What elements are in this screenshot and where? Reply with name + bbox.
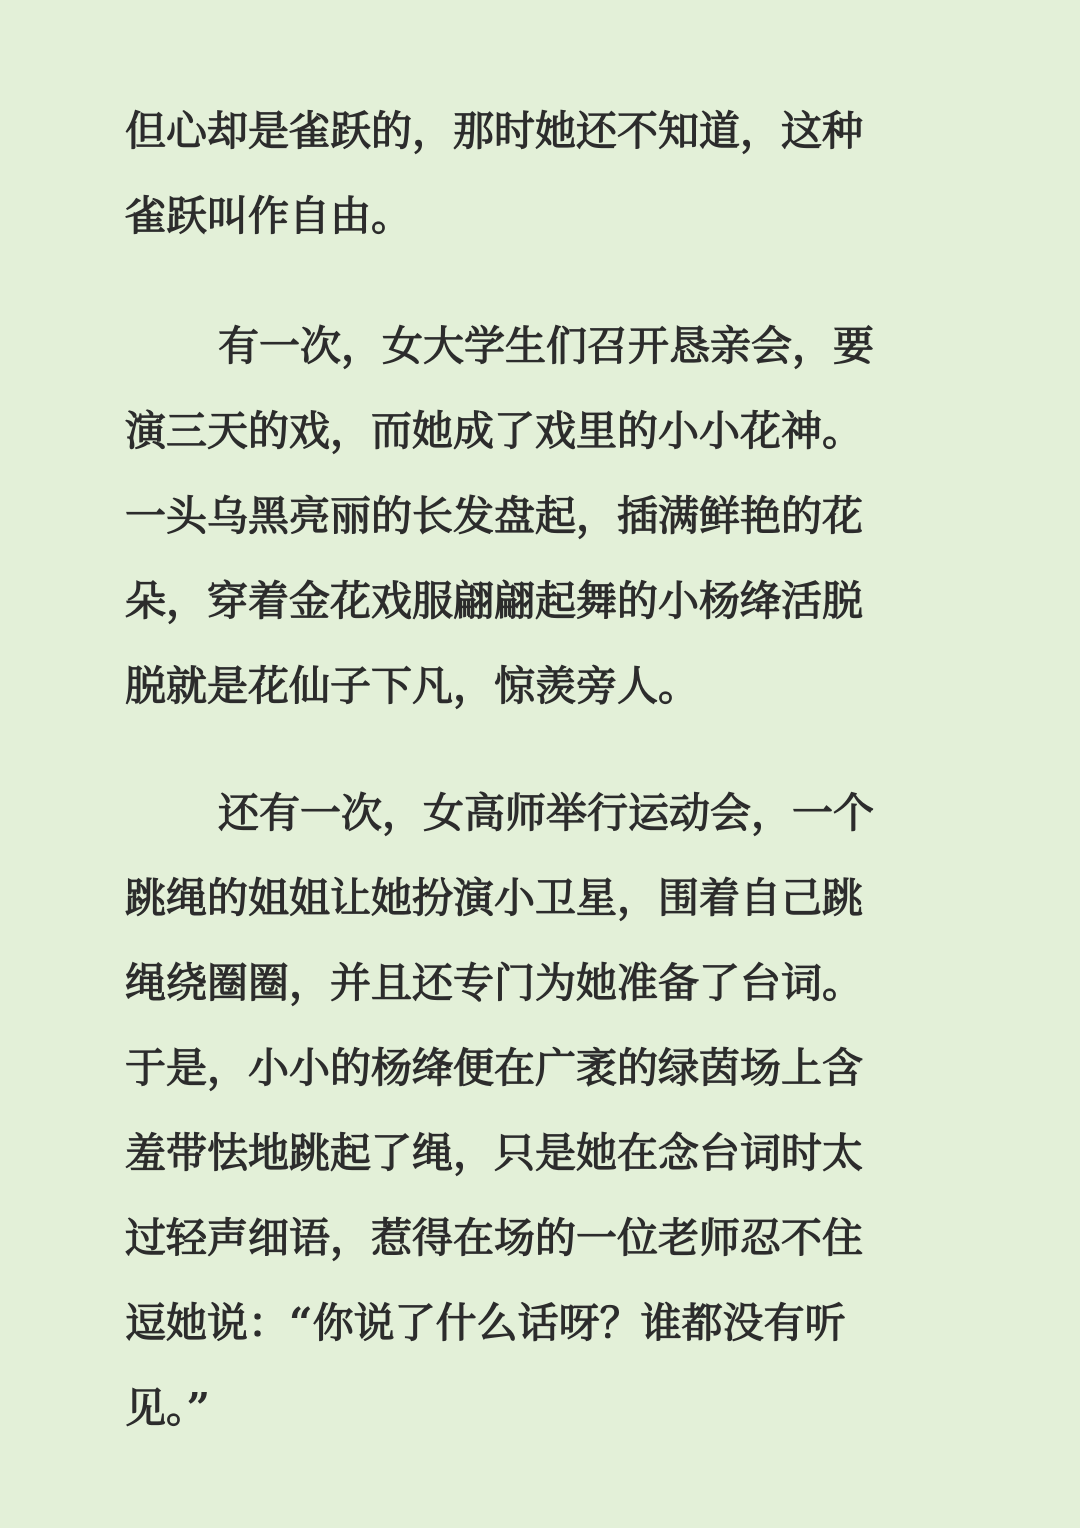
- text-line: 过轻声细语，惹得在场的一位老师忍不住: [125, 1214, 863, 1262]
- text-line: 但心却是雀跃的，那时她还不知道，这种: [125, 107, 863, 155]
- text-line: 跳绳的姐姐让她扮演小卫星，围着自己跳: [125, 874, 863, 922]
- text-line: 演三天的戏，而她成了戏里的小小花神。: [125, 407, 863, 455]
- text-line: 绳绕圈圈，并且还专门为她准备了台词。: [125, 959, 863, 1007]
- paragraph-first-line: 还有一次，女高师举行运动会，一个: [218, 789, 874, 837]
- text-line: 于是，小小的杨绛便在广袤的绿茵场上含: [125, 1044, 863, 1092]
- text-line: 逗她说：“你说了什么话呀？谁都没有听: [125, 1299, 846, 1347]
- text-line: 见。”: [125, 1384, 211, 1432]
- text-line: 羞带怯地跳起了绳，只是她在念台词时太: [125, 1129, 863, 1177]
- paragraph-first-line: 有一次，女大学生们召开恳亲会，要: [218, 322, 874, 370]
- text-line: 雀跃叫作自由。: [125, 192, 412, 240]
- text-line: 朵，穿着金花戏服翩翩起舞的小杨绛活脱: [125, 577, 863, 625]
- text-line: 一头乌黑亮丽的长发盘起，插满鲜艳的花: [125, 492, 863, 540]
- text-line: 脱就是花仙子下凡，惊羡旁人。: [125, 662, 699, 710]
